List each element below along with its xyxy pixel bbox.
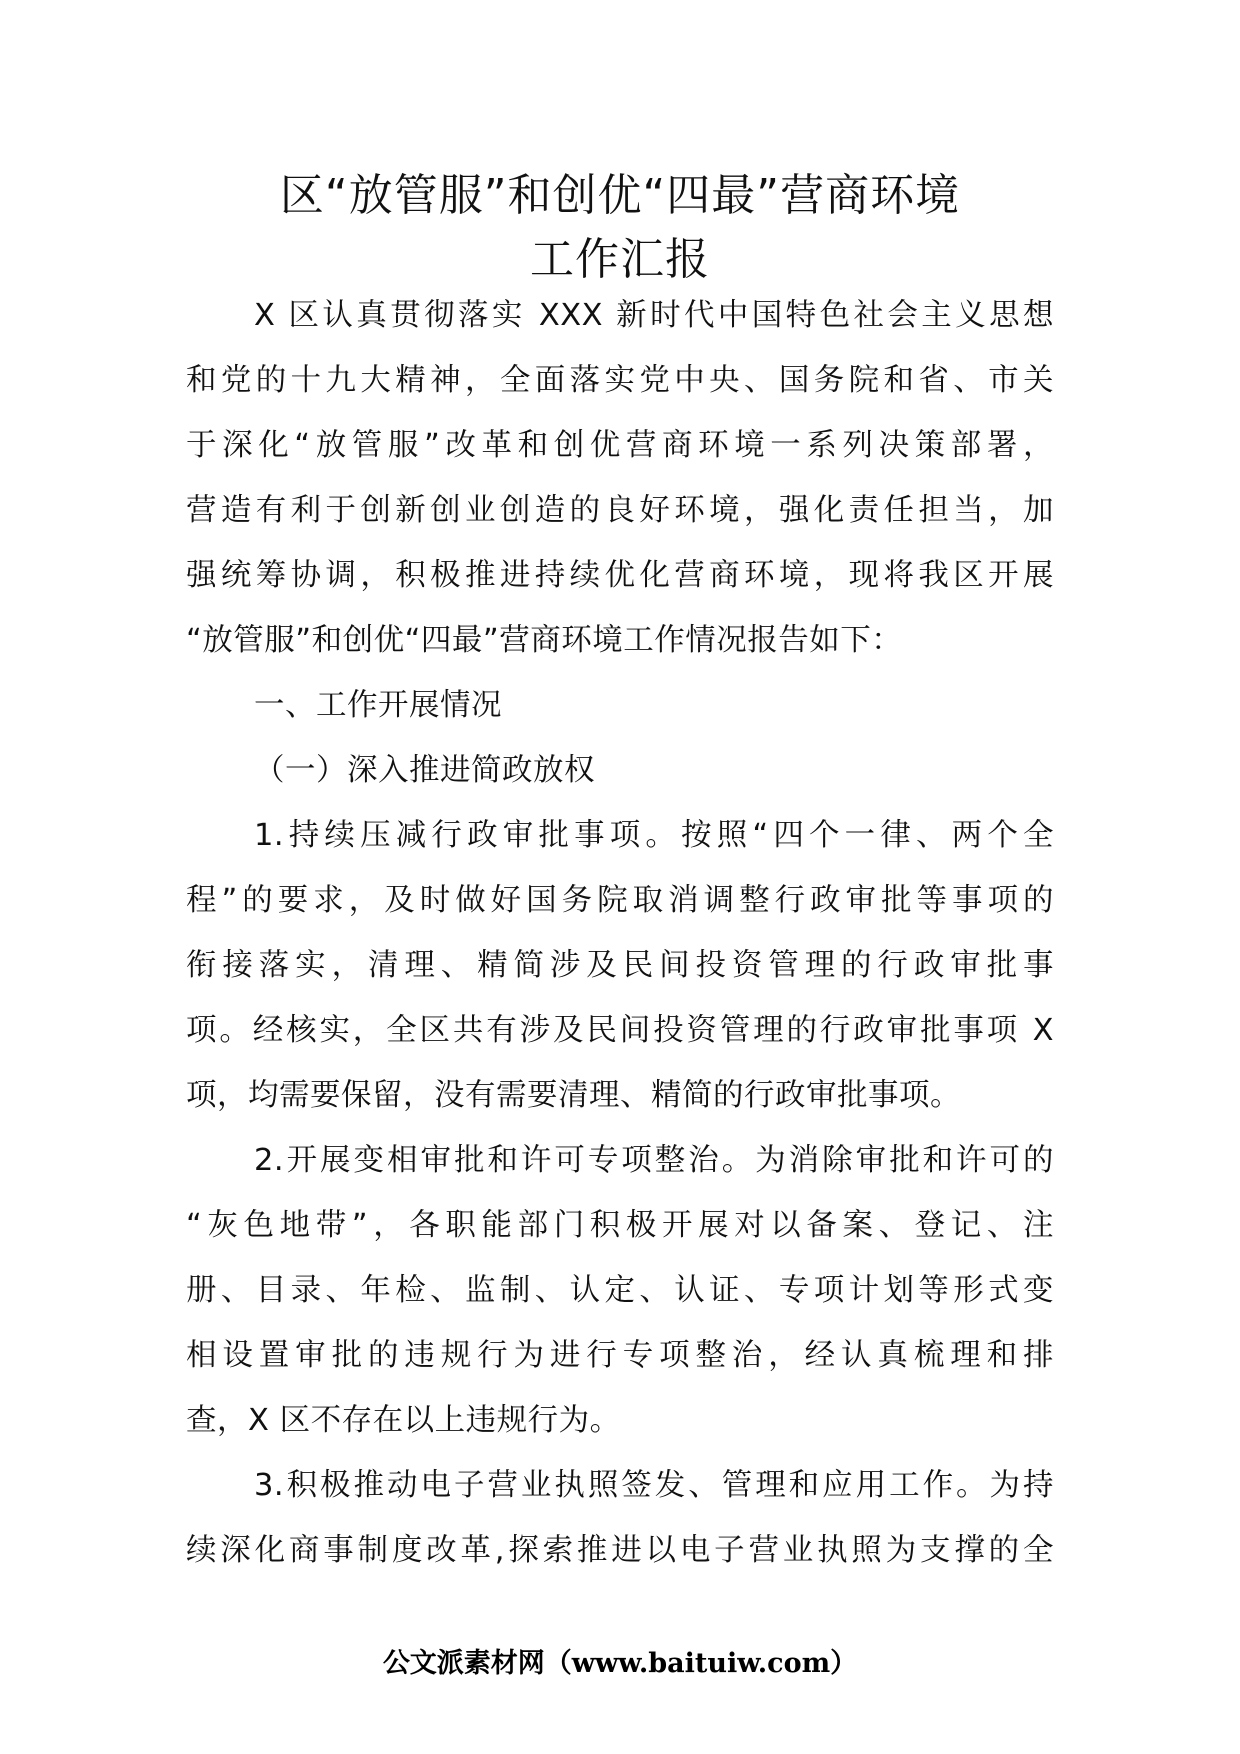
paragraph-line: 营造有利于创新创业创造的良好环境，强化责任担当，加 xyxy=(186,493,1054,528)
paragraph-line: 项。经核实，全区共有涉及民间投资管理的行政审批事项 X xyxy=(186,1013,1054,1048)
paragraph-line: 项，均需要保留，没有需要清理、精简的行政审批事项。 xyxy=(186,1078,961,1113)
section-heading: 一、工作开展情况 xyxy=(254,688,502,723)
paragraph-line: 1.持续压减行政审批事项。按照“四个一律、两个全 xyxy=(254,818,1054,853)
paragraph-line: 查，X 区不存在以上违规行为。 xyxy=(186,1403,621,1438)
paragraph-line: 册、目录、年检、监制、认定、认证、专项计划等形式变 xyxy=(186,1273,1054,1308)
paragraph-line: 续深化商事制度改革,探索推进以电子营业执照为支撑的全 xyxy=(186,1533,1054,1568)
document-title-line-2: 工作汇报 xyxy=(530,234,710,285)
subsection-heading: （一）深入推进简政放权 xyxy=(254,753,595,788)
paragraph-line: “灰色地带”，各职能部门积极开展对以备案、登记、注 xyxy=(186,1208,1054,1243)
paragraph-line: 程”的要求，及时做好国务院取消调整行政审批等事项的 xyxy=(186,883,1054,918)
paragraph-line: 相设置审批的违规行为进行专项整治，经认真梳理和排 xyxy=(186,1338,1054,1373)
paragraph-line: X 区认真贯彻落实 XXX 新时代中国特色社会主义思想 xyxy=(254,298,1054,333)
paragraph-line: 3.积极推动电子营业执照签发、管理和应用工作。为持 xyxy=(254,1468,1054,1503)
paragraph-line: 和党的十九大精神，全面落实党中央、国务院和省、市关 xyxy=(186,363,1054,398)
paragraph-line: 于深化“放管服”改革和创优营商环境一系列决策部署， xyxy=(186,428,1054,463)
document-title-line-1: 区“放管服”和创优“四最”营商环境 xyxy=(279,170,961,221)
footer-watermark: 公文派素材网（www.baituiw.com） xyxy=(382,1648,858,1679)
paragraph-line: 衔接落实，清理、精简涉及民间投资管理的行政审批事 xyxy=(186,948,1054,983)
paragraph-line: 2.开展变相审批和许可专项整治。为消除审批和许可的 xyxy=(254,1143,1054,1178)
paragraph-line: 强统筹协调，积极推进持续优化营商环境，现将我区开展 xyxy=(186,558,1054,593)
paragraph-line: “放管服”和创优“四最”营商环境工作情况报告如下： xyxy=(186,623,903,658)
